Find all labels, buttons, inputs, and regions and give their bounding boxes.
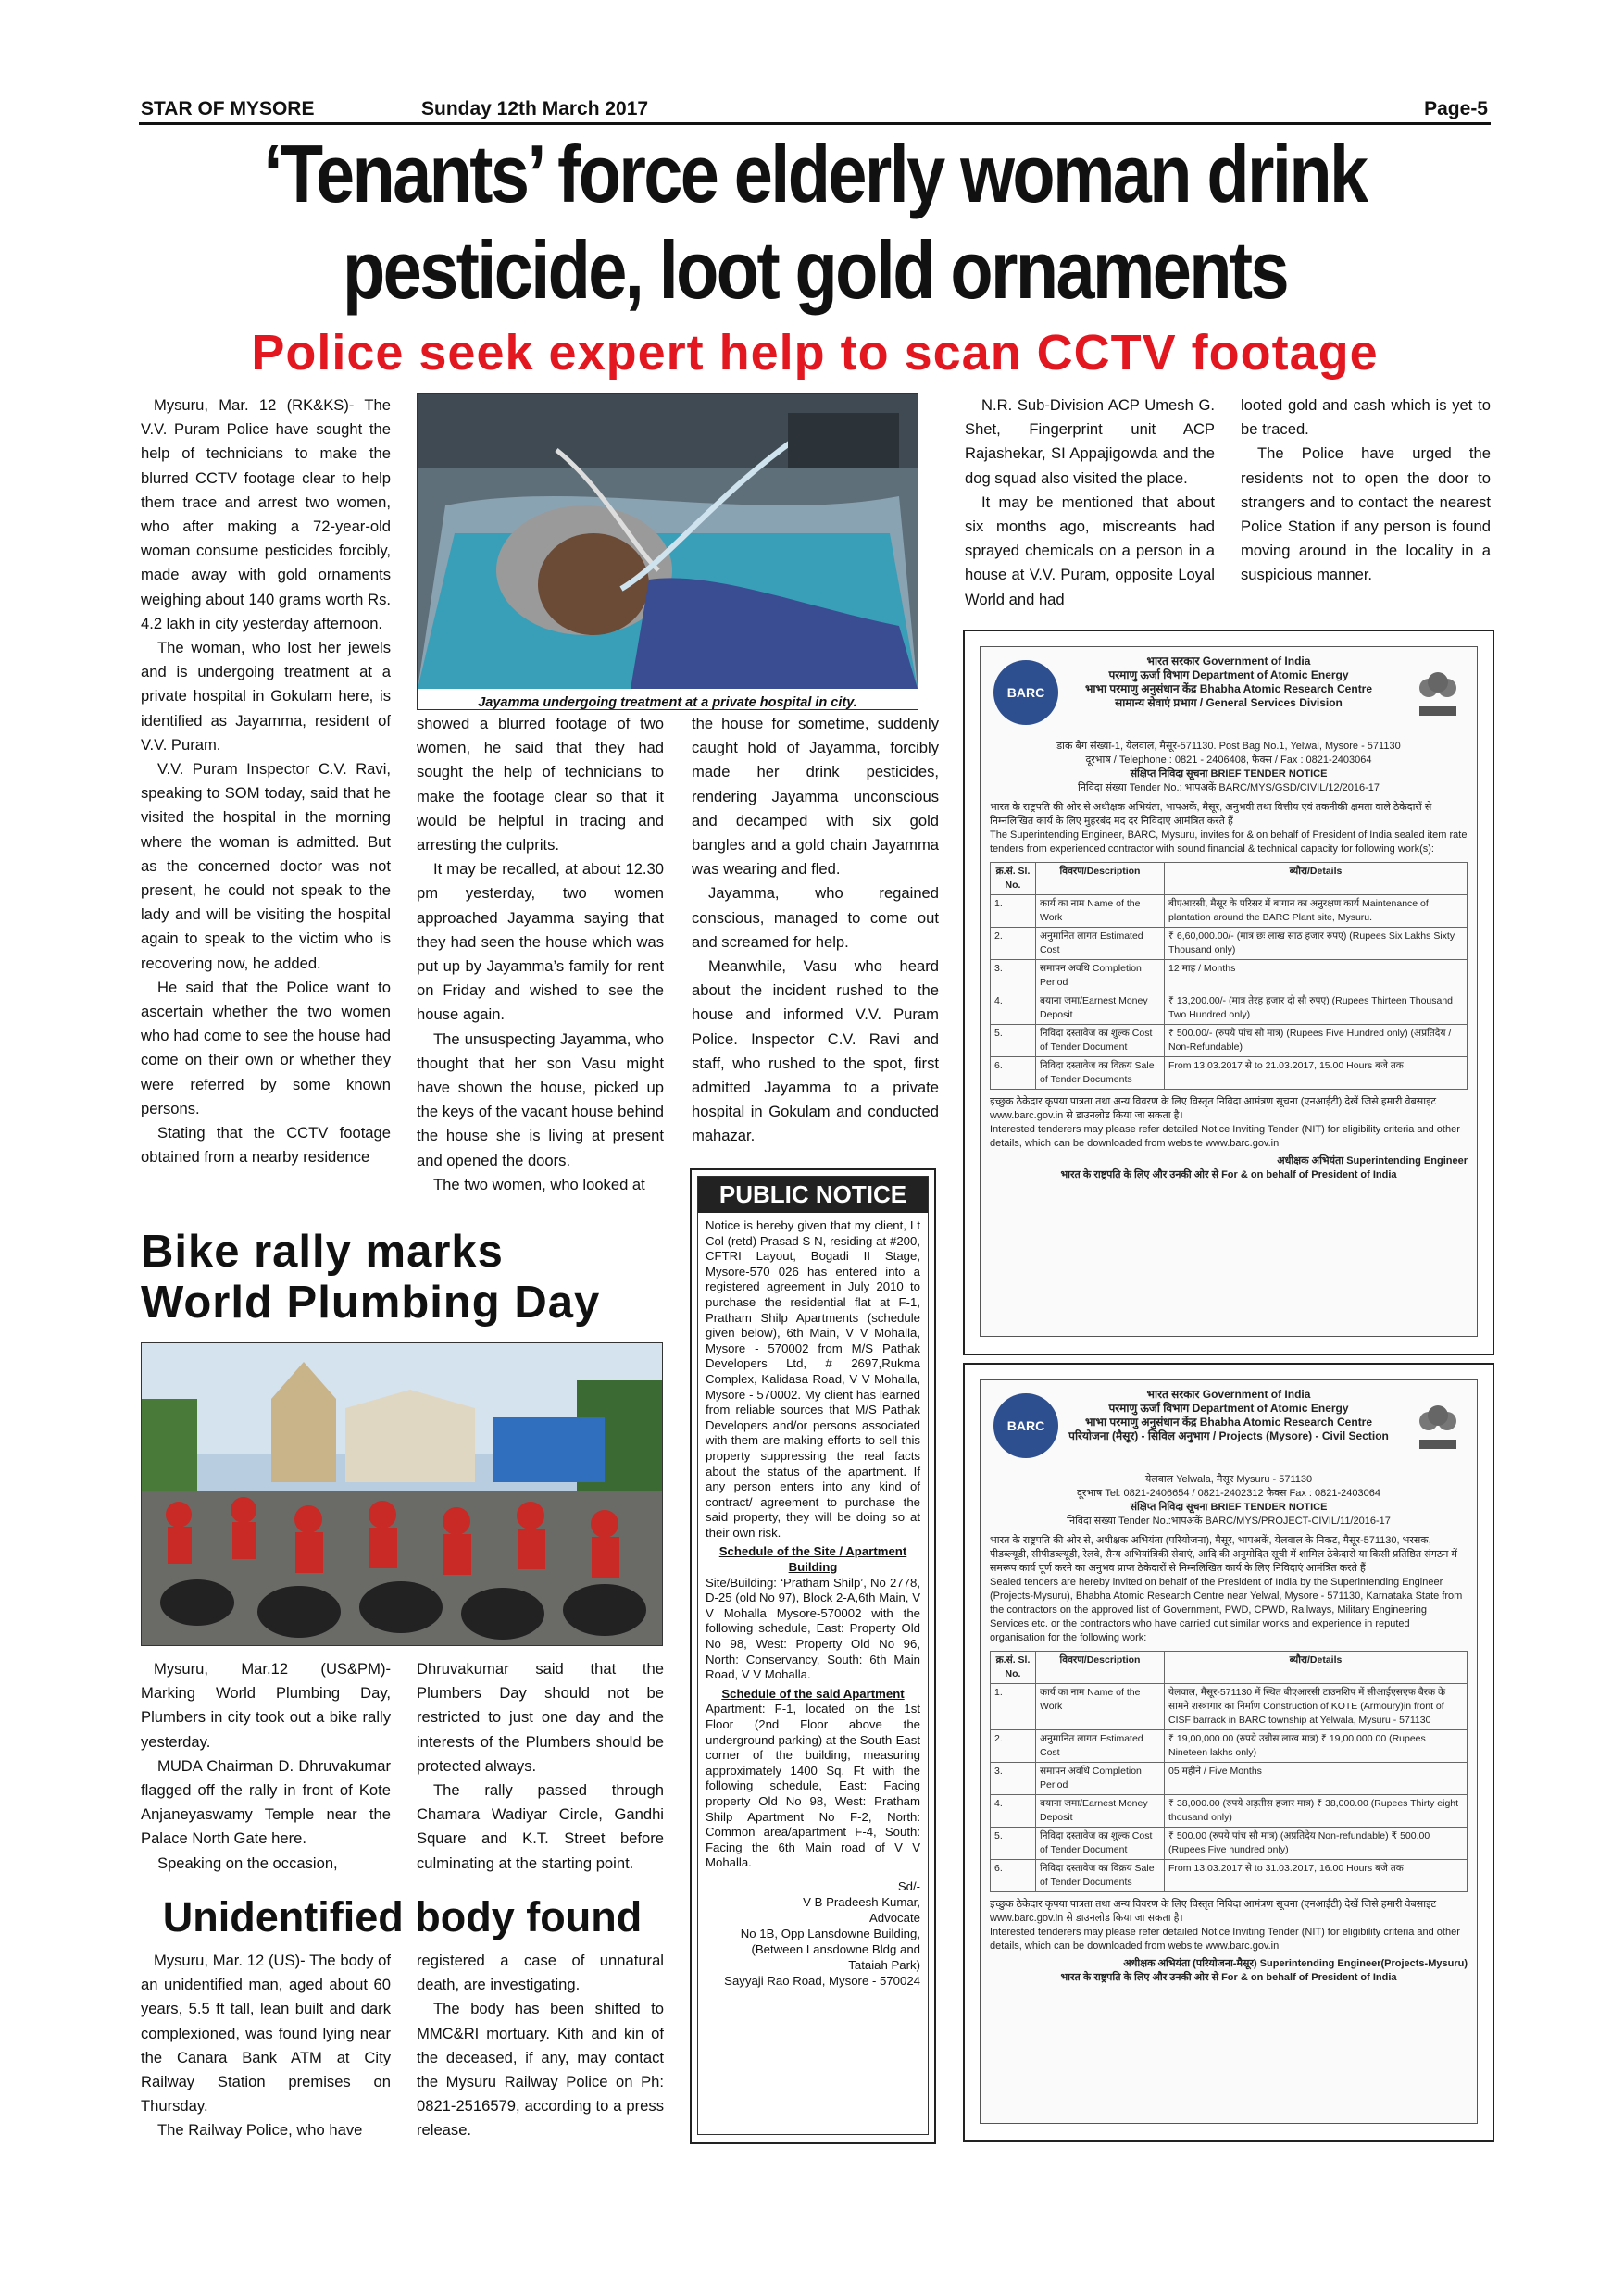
public-notice-title: PUBLIC NOTICE	[698, 1177, 928, 1213]
table-header: ब्यौरा/Details	[1165, 863, 1468, 895]
table-cell: 4.	[991, 992, 1036, 1025]
table-cell: 1.	[991, 895, 1036, 928]
lead-subheadline: Police seek expert help to scan CCTV footage	[251, 325, 1379, 381]
barc-tender-ad-2	[963, 1363, 1494, 2142]
bike-paragraph: Mysuru, Mar.12 (US&PM)- Marking World Plumbing Day, Plumbers in city took out a bike rally yesterday.	[141, 1660, 391, 1751]
table-cell: ₹ 19,00,000.00 (रुपये उन्नीस लाख मात्र) ₹ 19,00,000.00 (Rupees Nineteen lakhs only)	[1165, 1730, 1468, 1763]
page-number: Page-5	[1424, 98, 1488, 119]
issue-date: Sunday 12th March 2017	[421, 98, 649, 119]
table-cell: अनुमानित लागत Estimated Cost	[1036, 1730, 1165, 1763]
tender-2-number: निविदा संख्या Tender No.:भापअकें BARC/MYS/PROJECT-CIVIL/11/2016-17	[1067, 1516, 1391, 1527]
lead-paragraph: The two women, who looked at	[433, 1175, 645, 1193]
lead-photo-caption: Jayamma undergoing treatment at a private hospital in city.	[478, 695, 857, 710]
tender-2-intro-hi: भारत के राष्ट्रपति की ओर से, अधीक्षक अभियंता (परियोजना), मैसूर, भापअकें, येलवाल के निकट, मैसूर-571130, भरसक, पीडब्ल्यूडी, सीपीडब्ल्यूडी, रेलवे, सैन्य अभियांत्रिकी सेवाएं, आदि की अनुमोदित सूची में शामिल ठेकेदारों या किसी प्रतिष्ठित संगठन में समरूप कार्य पूर्ण करने का अनुभव प्राप्त ठेकेदारों से निम्नलिखित कार्य के लिए निविदाएं आमंत्रित करते हैं।	[990, 1535, 1457, 1574]
bike-headline-line1: Bike rally marks	[141, 1227, 504, 1277]
bike-headline-line2: World Plumbing Day	[141, 1278, 601, 1328]
tender-1-footer-hi: इच्छुक ठेकेदार कृपया पात्रता तथा अन्य विवरण के लिए विस्तृत निविदा आमंत्रण सूचना (एनआईटी) देखें जिसे हमारी वेबसाइट www.barc.gov.in से डाउनलोड किया जा सकता है।	[990, 1096, 1437, 1121]
sign-line: (Between Lansdowne Bldg and	[751, 1941, 920, 1956]
lead-headline-line2: pesticide, loot gold ornaments	[342, 224, 1288, 316]
table-cell: 5.	[991, 1025, 1036, 1057]
table-cell: बयाना जमा/Earnest Money Deposit	[1036, 1795, 1165, 1828]
tender-1-footer-en: Interested tenderers may please refer detailed Notice Inviting Tender (NIT) for eligibility criteria and other details, which can be downloaded from website www.barc.gov.in	[990, 1124, 1460, 1149]
table-cell: समापन अवधि Completion Period	[1036, 1763, 1165, 1795]
table-header: विवरण/Description	[1036, 863, 1165, 895]
tender-1-table	[990, 862, 1468, 1090]
tender-2-content	[980, 1379, 1478, 2124]
table-cell: ₹ 500.00 (रुपये पांच सौ मात्र) (अप्रतिदेय Non-refundable) ₹ 500.00 (Rupees Five hundred only)	[1165, 1828, 1468, 1860]
table-cell: ₹ 6,60,000.00/- (मात्र छः लाख साठ हजार रुपए) (Rupees Six Lakhs Sixty Thousand only)	[1165, 928, 1468, 960]
bike-rally-photo	[141, 1342, 663, 1646]
table-cell: कार्य का नाम Name of the Work	[1036, 895, 1165, 928]
bike-paragraph: Dhruvakumar said that the Plumbers Day should not be restricted to just one day and the interests of the Plumbers should be protected always.	[417, 1660, 664, 1775]
table-cell: 6.	[991, 1860, 1036, 1892]
table-cell: ₹ 38,000.00 (रुपये अड़तीस हजार मात्र) ₹ 38,000.00 (Rupees Thirty eight thousand only)	[1165, 1795, 1468, 1828]
lead-paragraph: He said that the Police want to ascertain whether the two women who had come to see the house had come on their own or whether they were referred by some known persons.	[141, 978, 391, 1117]
table-cell: 2.	[991, 1730, 1036, 1763]
tender-2-centre: भाभा परमाणु अनुसंधान केंद्र Bhabha Atomic Research Centre	[1084, 1416, 1373, 1429]
body-column-1	[141, 1949, 391, 2143]
tender-1-phone: दूरभाष / Telephone : 0821 - 2406408, फैक्स / Fax : 0821-2403064	[1085, 755, 1372, 766]
lead-paragraph: Meanwhile, Vasu who heard about the incident rushed to the house and informed V.V. Puram Police. Inspector C.V. Ravi and staff, who rushed to the spot, first admitted Jayamma to a private hospital in Gokulam and conducted mahazar.	[692, 957, 939, 1145]
bike-paragraph: Speaking on the occasion,	[157, 1853, 338, 1872]
bike-paragraph: MUDA Chairman D. Dhruvakumar flagged off the rally in front of Kote Anjaneyaswamy Temple near the Palace North Gate here.	[141, 1756, 391, 1848]
tender-2-gov: भारत सरकार Government of India	[1146, 1388, 1311, 1401]
table-row	[991, 1763, 1468, 1795]
tender-2-division: परियोजना (मैसूर) - सिविल अनुभाग / Projects (Mysore) - Civil Section	[1068, 1429, 1389, 1442]
table-cell: 3.	[991, 960, 1036, 992]
table-header: क्र.सं. Sl. No.	[991, 863, 1036, 895]
table-header: विवरण/Description	[1036, 1652, 1165, 1684]
tender-2-phone: दूरभाष Tel: 0821-2406654 / 0821-2402312 फैक्स Fax : 0821-2403064	[1076, 1488, 1380, 1499]
table-header: ब्यौरा/Details	[1165, 1652, 1468, 1684]
table-cell: From 13.03.2017 से to 21.03.2017, 15.00 Hours बजे तक	[1165, 1057, 1468, 1090]
table-cell: बयाना जमा/Earnest Money Deposit	[1036, 992, 1165, 1025]
tender-2-sign: अधीक्षक अभियंता (परियोजना-मैसूर) Superintending Engineer(Projects-Mysuru)	[1123, 1958, 1468, 1969]
public-notice-text: Notice is hereby given that my client, Lt Col (retd) Prasad S N, residing at #200, CFTRI Layout, Bogadi II Stage, Mysore-570 026 has entered into a registered agreement in July 2010 to purchase the residential flat at F-1, Pratham Shilp Apartments (schedule given below), 6th Main, V V Mohalla, Mysore - 570002 from M/S Pathak Developers Ltd, # 2697,Rukma Complex, Kalidasa Road, V V Mohalla, Mysore - 570002. My client has learned from reliable sources that M/S Pathak Developers and/or persons associated with them are making efforts to sell this property suppressing the real facts about the status of the apartment. If any person enters into any kind of contract/ agreement to purchase the said property, they will be doing so at their own risk.	[706, 1218, 920, 1540]
table-row	[991, 928, 1468, 960]
sign-line: Tataiah Park)	[848, 1957, 920, 1972]
lead-headline-line1: ‘Tenants’ force elderly woman drink	[263, 128, 1367, 219]
table-cell: निविदा दस्तावेज का शुल्क Cost of Tender Document	[1036, 1025, 1165, 1057]
lead-column-4	[965, 393, 1215, 612]
tender-1-intro-en: The Superintending Engineer, BARC, Mysuru, invites for & on behalf of President of India sealed item rate tenders from experienced contractor with sound financial & technical capacity for following work(s):	[990, 830, 1468, 855]
tender-1-centre: भाभा परमाणु अनुसंधान केंद्र Bhabha Atomic Research Centre	[1084, 682, 1373, 695]
lead-paragraph: showed a blurred footage of two women, he said that they had sought the help of technicians to make the footage clear so that it would be helpful in tracing and arresting the culprits.	[417, 715, 664, 855]
body-paragraph: registered a case of unnatural death, are investigating.	[417, 1952, 664, 1994]
table-cell: निविदा दस्तावेज का शुल्क Cost of Tender Document	[1036, 1828, 1165, 1860]
lead-paragraph: The woman, who lost her jewels and is undergoing treatment at a private hospital in Gokulam here, is identified as Jayamma, resident of V.V. Puram.	[141, 639, 391, 754]
bike-column-1	[141, 1657, 391, 1876]
body-paragraph: Mysuru, Mar. 12 (US)- The body of an unidentified man, aged about 60 years, 5.5 ft tall, lean built and dark complexioned, was found lying near the Canara Bank ATM at City Railway Station premises on Thursday.	[141, 1952, 391, 2115]
public-notice-ad	[690, 1168, 936, 2144]
body-headline: Unidentified body found	[162, 1893, 643, 1940]
national-emblem-icon	[1412, 660, 1464, 725]
table-row	[991, 1684, 1468, 1730]
lead-column-5	[1241, 393, 1491, 588]
tender-1-dept: परमाणु ऊर्जा विभाग Department of Atomic Energy	[1108, 668, 1349, 681]
bike-paragraph: The rally passed through Chamara Wadiyar Circle, Gandhi Square and K.T. Street before culminating at the starting point.	[417, 1781, 664, 1872]
apartment-schedule-title: Schedule of the said Apartment	[721, 1686, 905, 1701]
tender-2-behalf: भारत के राष्ट्रपति के लिए और उनकी ओर से For & on behalf of President of India	[1060, 1972, 1397, 1983]
tender-1-content	[980, 646, 1478, 1337]
lead-paragraph: It may be mentioned that about six months ago, miscreants had sprayed chemicals on a person in a house at V.V. Puram, opposite Loyal World and had	[965, 493, 1215, 608]
lead-paragraph: V.V. Puram Inspector C.V. Ravi, speaking to SOM today, said that he visited the hospital in the morning where the woman is admitted. But as the concerned doctor was not present, he could not speak to the lady and will be visiting the hospital again to speak to the victim who is recovering now, he added.	[141, 760, 391, 972]
table-row	[991, 1025, 1468, 1057]
bike-rally-image	[142, 1343, 662, 1645]
lead-photo-frame	[417, 393, 918, 710]
masthead-rule	[139, 122, 1491, 125]
table-cell: 1.	[991, 1684, 1036, 1730]
lead-paragraph: Stating that the CCTV footage obtained from a nearby residence	[141, 1124, 391, 1167]
table-header: क्र.सं. Sl. No.	[991, 1652, 1036, 1684]
bike-headline	[141, 1227, 659, 1329]
table-cell: निविदा दस्तावेज का विक्रय Sale of Tender Documents	[1036, 1057, 1165, 1090]
tender-2-address: येलवाल Yelwala, मैसूर Mysuru - 571130	[1144, 1474, 1313, 1485]
lead-paragraph: N.R. Sub-Division ACP Umesh G. Shet, Fingerprint unit ACP Rajashekar, SI Appajigowda and the dog squad also visited the place.	[965, 396, 1215, 487]
table-row	[991, 895, 1468, 928]
hospital-patient-photo	[418, 394, 918, 689]
sign-line: Sd/-	[897, 1878, 920, 1893]
tender-1-behalf: भारत के राष्ट्रपति के लिए और उनकी ओर से For & on behalf of President of India	[1060, 1169, 1397, 1180]
lead-column-1	[141, 393, 391, 1170]
table-cell: 12 माह / Months	[1165, 960, 1468, 992]
tender-1-gov: भारत सरकार Government of India	[1146, 655, 1311, 668]
lead-paragraph: the house for sometime, suddenly caught hold of Jayamma, forcibly made her drink pesticides, rendering Jayamma unconscious and decamped with six gold bangles and a gold chain Jayamma was wearing and fled.	[692, 715, 939, 879]
lead-paragraph: The unsuspecting Jayamma, who thought that her son Vasu might have shown the house, picked up the keys of the vacant house behind the house she is living at present and opened the doors.	[417, 1029, 664, 1169]
public-notice-body	[698, 1213, 928, 1994]
tender-1-brief: संक्षिप्त निविदा सूचना BRIEF TENDER NOTICE	[1130, 768, 1328, 780]
body-column-2	[417, 1949, 664, 2143]
tender-1-number: निविदा संख्या Tender No.: भापअकें BARC/MYS/GSD/CIVIL/12/2016-17	[1077, 782, 1380, 793]
table-cell: येलवाल, मैसूर-571130 में स्थित बीएआरसी टाउनशिप में सीआईएसएफ बैरक के सामने शस्त्रागार का निर्माण Construction of KOTE (Armoury)in front of CISF barrack in BARC township at Yelwala, Mysuru - 571130	[1165, 1684, 1468, 1730]
tender-2-table	[990, 1651, 1468, 1892]
table-cell: ₹ 500.00/- (रुपये पांच सौ मात्र) (Rupees Five Hundred only) (अप्रतिदेय / Non-Refundable)	[1165, 1025, 1468, 1057]
masthead	[141, 98, 1488, 122]
table-cell: 6.	[991, 1057, 1036, 1090]
table-cell: From 13.03.2017 से to 31.03.2017, 16.00 Hours बजे तक	[1165, 1860, 1468, 1892]
table-row	[991, 992, 1468, 1025]
table-cell: 5.	[991, 1828, 1036, 1860]
table-row	[991, 1860, 1468, 1892]
lead-paragraph: Mysuru, Mar. 12 (RK&KS)- The V.V. Puram Police have sought the help of technicians to make the blurred CCTV footage clear to help them trace and arrest two women, who after making a 72-year-old woman consume pesticides forcibly, made away with gold ornaments weighing about 140 grams worth Rs. 4.2 lakh in city yesterday afternoon.	[141, 396, 391, 632]
table-row	[991, 1057, 1468, 1090]
tender-1-address: डाक बैग संख्या-1, येलवाल, मैसूर-571130. Post Bag No.1, Yelwal, Mysore - 571130	[1056, 741, 1401, 752]
tender-1-division: सामान्य सेवाएं प्रभाग / General Services Division	[1115, 696, 1343, 709]
tender-1-sign: अधीक्षक अभियंता Superintending Engineer	[1277, 1155, 1468, 1167]
sign-line: No 1B, Opp Lansdowne Building,	[740, 1926, 920, 1940]
sign-line: Sayyaji Rao Road, Mysore - 570024	[724, 1973, 920, 1988]
table-cell: अनुमानित लागत Estimated Cost	[1036, 928, 1165, 960]
site-schedule-title: Schedule of the Site / Apartment Building	[718, 1544, 907, 1575]
advocate-signature	[706, 1878, 920, 1989]
site-schedule-text: Site/Building: ‘Pratham Shilp’, No 2778, D-25 (old No 97), Block 2-A,6th Main, V V Mohalla Mysore-570002 with the following schedule, East: Property Old No 98, West: Property Old No 96, North: Conservancy, South: 6th Main Road, V V Mohalla.	[706, 1575, 920, 1682]
body-paragraph: The Railway Police, who have	[157, 2121, 363, 2140]
paper-name: STAR OF MYSORE	[141, 98, 315, 119]
lead-paragraph: It may be recalled, at about 12.30 pm yesterday, two women approached Jayamma saying that they had seen the house which was put up by Jayamma’s family for rent on Friday and wished to see the house again.	[417, 860, 664, 1024]
lead-column-2	[417, 712, 664, 1197]
table-row	[991, 960, 1468, 992]
table-cell: 3.	[991, 1763, 1036, 1795]
tender-2-intro-en: Sealed tenders are hereby invited on behalf of the President of India by the Superintending Engineer (Projects-Mysuru), Bhabha Atomic Research Centre near Yelwal, Mysore - 571130, Karnataka State from the contractors on the approved list of Government, PWD, CPWD, Railways, Military Engineering Services etc. or the contractors who have carried out similar works and experience in reputed organisation for the following work:	[990, 1577, 1463, 1643]
body-paragraph: The body has been shifted to MMC&RI mortuary. Kith and kin of the deceased, if any, may contact the Mysuru Railway Police on Ph: 0821-2516579, according to a press release.	[417, 2000, 664, 2140]
barc-logo-icon: BARC	[993, 660, 1058, 725]
barc-tender-ad-1	[963, 630, 1494, 1355]
bike-column-2	[417, 1657, 664, 1876]
lead-paragraph: The Police have urged the residents not to open the door to strangers and to contact the nearest Police Station if any person is found moving around in the locality in a suspicious manner.	[1241, 444, 1491, 584]
barc-logo-icon: BARC	[993, 1393, 1058, 1458]
national-emblem-icon	[1412, 1393, 1464, 1458]
table-cell: 4.	[991, 1795, 1036, 1828]
lead-column-3	[692, 712, 939, 1149]
sign-line: Advocate	[869, 1910, 920, 1925]
tender-2-dept: परमाणु ऊर्जा विभाग Department of Atomic Energy	[1108, 1402, 1349, 1415]
lead-paragraph: looted gold and cash which is yet to be traced.	[1241, 396, 1491, 439]
lead-paragraph: Jayamma, who regained conscious, managed to come out and screamed for help.	[692, 884, 939, 951]
table-cell: कार्य का नाम Name of the Work	[1036, 1684, 1165, 1730]
table-cell: समापन अवधि Completion Period	[1036, 960, 1165, 992]
table-cell: बीएआरसी, मैसूर के परिसर में बागान का अनुरक्षण कार्य Maintenance of plantation around the BARC Plant site, Mysuru.	[1165, 895, 1468, 928]
table-cell: 05 महीने / Five Months	[1165, 1763, 1468, 1795]
table-row	[991, 1828, 1468, 1860]
table-cell: ₹ 13,200.00/- (मात्र तेरह हजार दो सौ रुपए) (Rupees Thirteen Thousand Two Hundred only)	[1165, 992, 1468, 1025]
tender-2-footer-hi: इच्छुक ठेकेदार कृपया पात्रता तथा अन्य विवरण के लिए विस्तृत निविदा आमंत्रण सूचना (एनआईटी) देखें जिसे हमारी वेबसाइट www.barc.gov.in से डाउनलोड किया जा सकता है।	[990, 1899, 1437, 1924]
sign-line: V B Pradeesh Kumar,	[803, 1894, 920, 1909]
table-row	[991, 1795, 1468, 1828]
table-cell: निविदा दस्तावेज का विक्रय Sale of Tender Documents	[1036, 1860, 1165, 1892]
tender-2-footer-en: Interested tenderers may please refer detailed Notice Inviting Tender (NIT) for eligibility criteria and other details, which can be downloaded from website www.barc.gov.in	[990, 1927, 1460, 1952]
tender-1-intro-hi: भारत के राष्ट्रपति की ओर से अधीक्षक अभियंता, भापअकें, मैसूर, अनुभवी तथा वित्तीय एवं तकनीकी क्षमता वाले ठेकेदारों से निम्नलिखित कार्य के लिए मुहरबंद मद दर निविदाएं आमंत्रित करते हैं	[990, 802, 1432, 827]
apartment-schedule-text: Apartment: F-1, located on the 1st Floor (2nd Floor above the underground parking) at the South-East corner of the building, measuring approximately 1400 Sq. Ft with the following schedule, East: Facing property Old No 98, West: Pratham Shilp Apartment No F-2, North: Common area/apartment F-4, South: Facing the 6th Main road of V V Mohalla.	[706, 1702, 920, 1870]
table-row	[991, 1730, 1468, 1763]
tender-2-brief: संक्षिप्त निविदा सूचना BRIEF TENDER NOTICE	[1130, 1502, 1328, 1513]
table-cell: 2.	[991, 928, 1036, 960]
